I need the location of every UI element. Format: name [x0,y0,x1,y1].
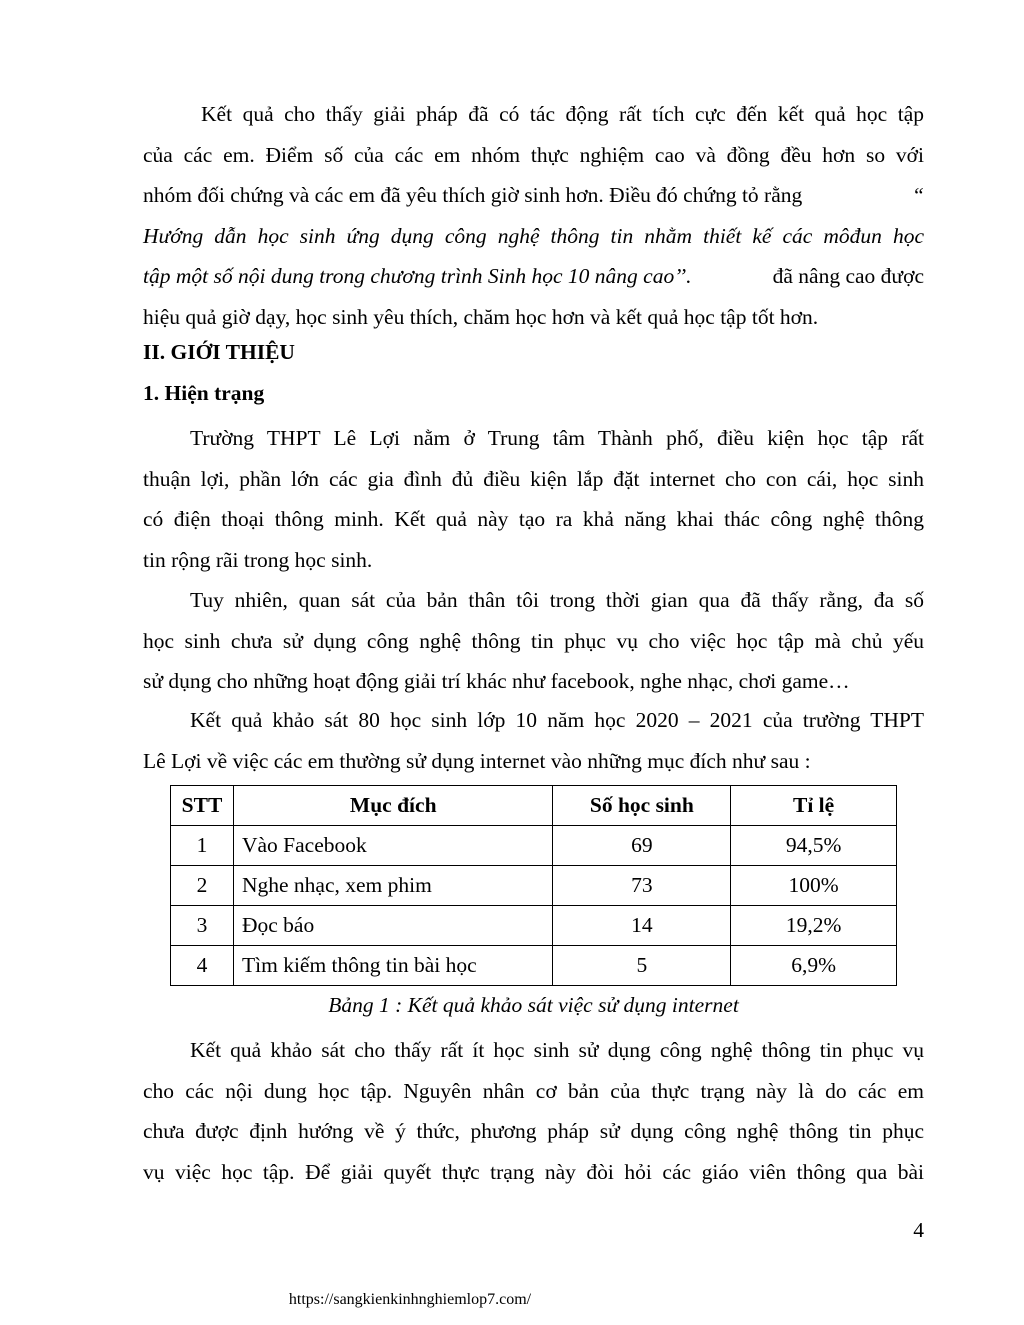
paragraph-line [143,256,924,297]
cell-count: 69 [553,826,731,866]
paragraph-line: có điện thoại thông minh. Kết quả này tạo ra khả năng khai thác công nghệ thông [143,507,924,531]
quote-mark: “ [912,183,924,207]
cell-purpose: Đọc báo [233,906,553,946]
table-row [171,866,897,906]
cell-stt: 1 [171,826,234,866]
table-row [171,906,897,946]
conclusion-paragraph [143,1030,924,1192]
column-header-count: Số học sinh [553,786,731,826]
paragraph-line-italic: tập một số nội dung trong chương trình Sinh học 10 nâng cao’’. [143,264,692,288]
cell-count: 14 [553,906,731,946]
page-number: 4 [913,1218,924,1242]
cell-count: 73 [553,866,731,906]
survey-intro-paragraph [143,700,924,781]
intro-paragraph [143,94,924,337]
cell-stt: 3 [171,906,234,946]
paragraph-line: thuận lợi, phần lớn các gia đình đủ điều kiện lắp đặt internet cho con cái, học sinh [143,466,924,491]
paragraph-line: hiệu quả giờ dạy, học sinh yêu thích, chăm học hơn và kết quả học tập tốt hơn. [143,304,819,329]
cell-rate: 94,5% [731,826,897,866]
paragraph-line: Kết quả khảo sát 80 học sinh lớp 10 năm học 2020 – 2021 của trường THPT [190,708,924,732]
cell-purpose: Nghe nhạc, xem phim [233,866,553,906]
paragraph-line: của các em. Điểm số của các em nhóm thực nghiệm cao và đồng đều hơn so với [143,142,924,167]
table-caption: Bảng 1 : Kết quả khảo sát việc sử dụng internet [328,993,739,1017]
footer-url[interactable]: https://sangkienkinhnghiemlop7.com/ [288,1291,532,1308]
section-heading: II. GIỚI THIỆU [143,340,295,364]
paragraph-line: học sinh chưa sử dụng công nghệ thông tin phục vụ cho việc học tập mà chủ yếu [143,628,924,653]
paragraph-line: tin rộng rãi trong học sinh. [143,547,373,572]
paragraph-line: Trường THPT Lê Lợi nằm ở Trung tâm Thành phố, điều kiện học tập rất [190,426,924,450]
cell-stt: 4 [171,946,234,986]
subsection-heading: 1. Hiện trạng [143,381,265,405]
paragraph-line-text: nhóm đối chứng và các em đã yêu thích giờ sinh hơn. Điều đó chứng tỏ rằng [143,183,803,207]
paragraph-line: Kết quả khảo sát cho thấy rất ít học sinh sử dụng công nghệ thông tin phục vụ [190,1038,924,1062]
paragraph-line-italic: Hướng dẫn học sinh ứng dụng công nghệ thông tin nhằm thiết kế các môđun học [143,223,924,248]
cell-rate: 6,9% [731,946,897,986]
table-header-row [171,786,897,826]
cell-stt: 2 [171,866,234,906]
status-paragraph [143,418,924,580]
table-row [171,826,897,866]
paragraph-line: sử dụng cho những hoạt động giải trí khác như facebook, nghe nhạc, chơi game… [143,669,850,693]
paragraph-line: vụ việc học tập. Để giải quyết thực trạng này đòi hỏi các giáo viên thông qua bài [143,1159,924,1184]
survey-table [170,785,897,986]
paragraph-line: Tuy nhiên, quan sát của bản thân tôi trong thời gian qua đã thấy rằng, đa số [190,588,924,612]
observation-paragraph [143,580,924,702]
paragraph-line [143,175,924,216]
paragraph-line: cho các nội dung học tập. Nguyên nhân cơ bản của thực trạng này là do các em [143,1078,924,1103]
paragraph-line: Kết quả cho thấy giải pháp đã có tác động rất tích cực đến kết quả học tập [201,102,924,126]
cell-rate: 100% [731,866,897,906]
table-row [171,946,897,986]
cell-count: 5 [553,946,731,986]
column-header-stt: STT [171,786,234,826]
column-header-purpose: Mục đích [233,786,553,826]
paragraph-line: Lê Lợi về việc các em thường sử dụng internet vào những mục đích như sau : [143,748,811,773]
cell-purpose: Vào Facebook [233,826,553,866]
paragraph-line-tail: đã nâng cao được [772,264,924,288]
column-header-rate: Tỉ lệ [731,786,897,826]
cell-rate: 19,2% [731,906,897,946]
paragraph-line: chưa được định hướng về ý thức, phương pháp sử dụng công nghệ thông tin phục [143,1119,924,1143]
cell-purpose: Tìm kiếm thông tin bài học [233,946,553,986]
